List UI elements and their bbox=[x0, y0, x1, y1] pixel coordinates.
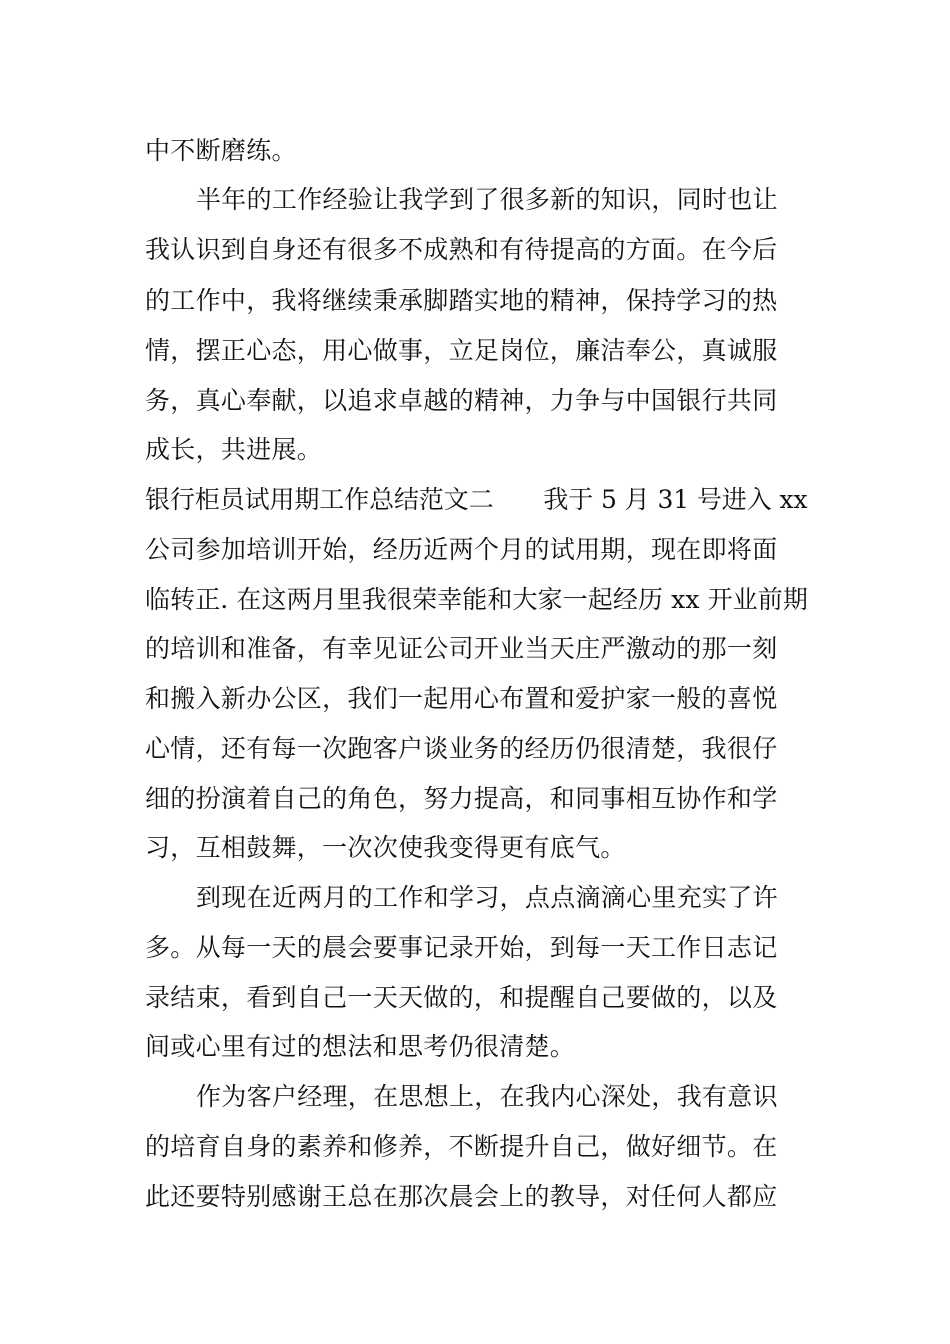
text-line: 间或心里有过的想法和思考仍很清楚。 bbox=[145, 1032, 576, 1061]
text-line: 中不断磨练。 bbox=[145, 136, 297, 165]
text-line: 录结束，看到自己一天天做的，和提醒自己要做的，以及 bbox=[145, 983, 778, 1012]
text-line: 到现在近两月的工作和学习，点点滴滴心里充实了许 bbox=[196, 883, 778, 912]
text-line: 多。从每一天的晨会要事记录开始，到每一天工作日志记 bbox=[145, 933, 778, 962]
text-line: 务，真心奉献，以追求卓越的精神，力争与中国银行共同 bbox=[145, 386, 778, 415]
text-line: 临转正. 在这两月里我很荣幸能和大家一起经历 xx 开业前期 bbox=[145, 585, 808, 614]
text-line: 此还要特别感谢王总在那次晨会上的教导，对任何人都应 bbox=[145, 1182, 778, 1211]
text-line: 情，摆正心态，用心做事，立足岗位，廉洁奉公，真诚服 bbox=[145, 336, 778, 365]
text-line: 心情，还有每一次跑客户谈业务的经历仍很清楚，我很仔 bbox=[145, 734, 778, 763]
text-line: 的培育自身的素养和修养，不断提升自己，做好细节。在 bbox=[145, 1132, 778, 1161]
text-line: 我认识到自身还有很多不成熟和有待提高的方面。在今后 bbox=[145, 235, 778, 264]
text-line: 半年的工作经验让我学到了很多新的知识，同时也让 bbox=[196, 185, 778, 214]
text-line: 作为客户经理，在思想上，在我内心深处，我有意识 bbox=[196, 1082, 778, 1111]
text-line: 成长，共进展。 bbox=[145, 435, 323, 464]
text-line: 公司参加培训开始，经历近两个月的试用期，现在即将面 bbox=[145, 535, 778, 564]
text-line: 的工作中，我将继续秉承脚踏实地的精神，保持学习的热 bbox=[145, 286, 778, 315]
text-line: 习，互相鼓舞，一次次使我变得更有底气。 bbox=[145, 833, 626, 862]
text-line: 和搬入新办公区，我们一起用心布置和爱护家一般的喜悦 bbox=[145, 684, 778, 713]
section-heading-line: 银行柜员试用期工作总结范文二 我于 5 月 31 号进入 xx bbox=[145, 485, 808, 514]
text-line: 的培训和准备，有幸见证公司开业当天庄严激动的那一刻 bbox=[145, 634, 778, 663]
text-line: 细的扮演着自己的角色，努力提高，和同事相互协作和学 bbox=[145, 784, 778, 813]
